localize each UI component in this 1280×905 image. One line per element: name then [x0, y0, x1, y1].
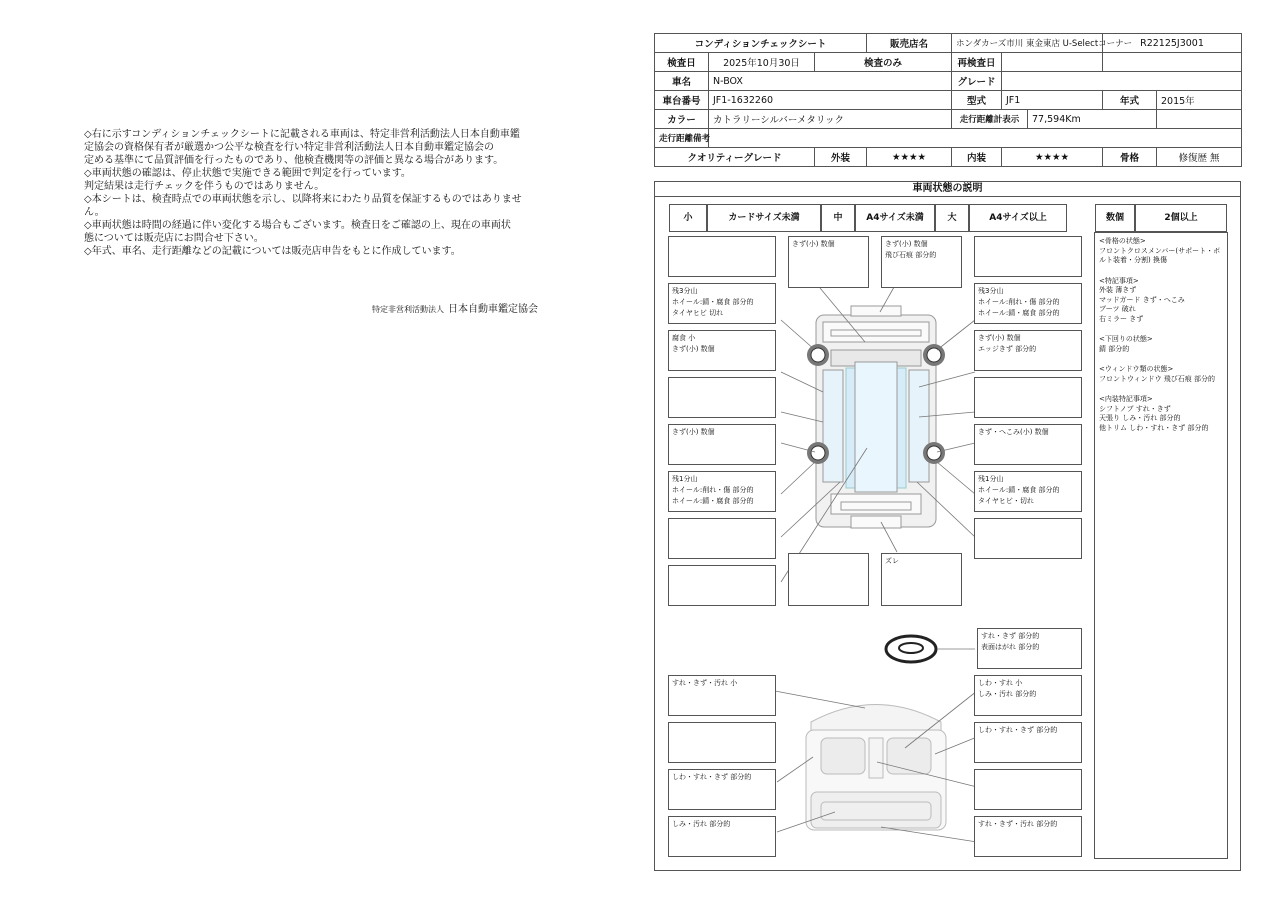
damage-box-rear-bottom2: [881, 553, 962, 606]
frame-value: 修復歴 無: [1157, 148, 1242, 167]
damage-box-interior-right4: [974, 816, 1082, 857]
interior-stars: ★★★★: [1002, 148, 1103, 167]
damage-text: タイヤヒビ・切れ: [978, 497, 1034, 505]
legend-large: 大: [935, 204, 969, 232]
note-line: 態については販売店にお問合せ下さい。: [84, 233, 264, 244]
damage-box-rear-left-tire: [668, 471, 776, 512]
mileage-label: 走行距離計表示: [952, 110, 1028, 129]
chassis-label: 車台番号: [655, 91, 709, 110]
note-line: ん。: [84, 207, 105, 218]
legend-small-desc: カードサイズ未満: [707, 204, 821, 232]
damage-text: きず(小) 数個: [978, 334, 1021, 342]
damage-text: 残3分山: [672, 287, 698, 295]
remarks-line: フロントウィンドウ 飛び石痕 部分的: [1099, 374, 1216, 383]
damage-box-front-left: [668, 236, 776, 277]
remarks-special: [1099, 277, 1223, 325]
car-body-outline: [816, 306, 936, 528]
damage-box-left-quarter: [668, 518, 776, 559]
blank-cell: [1157, 110, 1242, 129]
inspect-date-value: 2025年10月30日: [709, 53, 815, 72]
damage-box-interior-right1: [974, 675, 1082, 716]
interior-seat-diagram: [806, 705, 946, 831]
damage-text: 残1分山: [672, 475, 698, 483]
damage-box-right-front-door: [974, 377, 1082, 418]
organization-signature: [372, 300, 538, 315]
damage-box-right-front-fender: [974, 330, 1082, 371]
damage-text: しわ・すれ・きず 部分的: [672, 773, 752, 781]
damage-text: しみ・汚れ 部分的: [672, 820, 731, 828]
reinspect-label: 再検査日: [952, 53, 1002, 72]
remarks-underbody: [1099, 335, 1223, 354]
damage-text: ホイール:錆・腐食 部分的: [978, 486, 1060, 494]
damage-text: 残3分山: [978, 287, 1004, 295]
note-line: ◇車両状態は時間の経過に伴い変化する場合もございます。検査日をご確認の上、現在の車両状: [84, 220, 511, 231]
damage-box-rear-bottom1: [788, 553, 869, 606]
damage-text: ズレ: [885, 557, 899, 565]
damage-text: すれ・きず・汚れ 部分的: [978, 820, 1058, 828]
remarks-line: 錆 部分的: [1099, 344, 1130, 353]
remarks-line: 右ミラー きず: [1099, 314, 1144, 323]
note-line: 判定結果は走行チェックを伴うものではありません。: [84, 181, 325, 192]
disclaimer-notes: [84, 128, 558, 258]
damage-box-rear-left: [668, 565, 776, 606]
inspect-date-label: 検査日: [655, 53, 709, 72]
dealer-value: ホンダカーズ市川 東金東店 U-Selectコーナー: [952, 34, 1103, 53]
legend-large-desc: A4サイズ以上: [969, 204, 1067, 232]
remarks-line: 天張り しみ・汚れ 部分的: [1099, 414, 1181, 422]
car-name-label: 車名: [655, 72, 709, 91]
damage-box-left-front-fender: [668, 330, 776, 371]
damage-text: きず(小) 数個: [672, 428, 715, 436]
note-line: 定協会の資格保有者が厳選かつ公平な検査を行い特定非営利活動法人日本自動車鑑定協会の: [84, 142, 494, 153]
damage-text: 表面はがれ 部分的: [981, 643, 1040, 651]
grade-value: [1002, 72, 1242, 91]
grade-label: グレード: [952, 72, 1002, 91]
damage-text: きず・へこみ(小) 数個: [978, 428, 1049, 436]
chassis-value: JF1-1632260: [709, 91, 952, 110]
legend-count: 数個: [1095, 204, 1135, 232]
damage-box-interior-left2: [668, 722, 776, 763]
blank-cell: [1103, 53, 1242, 72]
damage-text: すれ・きず・汚れ 小: [672, 679, 738, 687]
damage-text: エッジきず 部分的: [978, 345, 1037, 353]
damage-text: 飛び石痕 部分的: [885, 251, 937, 259]
damage-box-rear-right-tire: [974, 471, 1082, 512]
reinspect-value: [1002, 53, 1103, 72]
damage-text: ホイール:削れ・傷 部分的: [672, 486, 754, 494]
damage-text: きず(小) 数個: [672, 345, 715, 353]
damage-box-interior-right2: [974, 722, 1082, 763]
damage-box-interior-left4: [668, 816, 776, 857]
remarks-windows: [1099, 365, 1223, 384]
mileage-value: 77,594Km: [1028, 110, 1157, 129]
car-name-value: N-BOX: [709, 72, 952, 91]
damage-box-front-right-tire: [974, 283, 1082, 324]
remarks-line: シフトノブ すれ・きず: [1099, 404, 1171, 413]
damage-box-left-rear-door: [668, 424, 776, 465]
damage-box-right-quarter: [974, 518, 1082, 559]
org-name: 日本自動車鑑定協会: [448, 304, 538, 315]
sheet-number: R22125J3001: [1103, 34, 1242, 53]
panel-title: 車両状態の説明: [655, 182, 1240, 197]
damage-box-steering: [977, 628, 1082, 669]
steering-wheel-icon: [886, 636, 936, 662]
exterior-stars: ★★★★: [867, 148, 952, 167]
remarks-column: [1094, 232, 1228, 859]
legend-small: 小: [669, 204, 707, 232]
year-label: 年式: [1103, 91, 1157, 110]
damage-text: タイヤヒビ 切れ: [672, 309, 724, 317]
damage-box-interior-right3: [974, 769, 1082, 810]
remarks-heading: <ウィンドウ類の状態>: [1099, 365, 1174, 373]
damage-text: 残1分山: [978, 475, 1004, 483]
interior-label: 内装: [952, 148, 1002, 167]
legend-count-desc: 2個以上: [1135, 204, 1227, 232]
remarks-line: 他トリム しわ・すれ・きず 部分的: [1099, 423, 1209, 432]
damage-text: しみ・汚れ 部分的: [978, 690, 1037, 698]
damage-text: ホイール:削れ・傷 部分的: [978, 298, 1060, 306]
damage-box-interior-left3: [668, 769, 776, 810]
remarks-heading: <内装特記事項>: [1099, 395, 1153, 403]
remarks-heading: <下回りの状態>: [1099, 335, 1153, 343]
damage-box-interior-left1: [668, 675, 776, 716]
remarks-heading: <骨格の状態>: [1099, 237, 1146, 245]
damage-box-front-right: [974, 236, 1082, 277]
damage-box-front-left-tire: [668, 283, 776, 324]
model-label: 型式: [952, 91, 1002, 110]
damage-text: ホイール:錆・腐食 部分的: [978, 309, 1060, 317]
sheet-title: コンディションチェックシート: [655, 34, 867, 53]
damage-text: きず(小) 数個: [885, 240, 928, 248]
damage-text: しわ・すれ・きず 部分的: [978, 726, 1058, 734]
exterior-label: 外装: [815, 148, 867, 167]
model-value: JF1: [1002, 91, 1103, 110]
remarks-frame: [1099, 237, 1223, 266]
note-line: ◇右に示すコンディションチェックシートに記載される車両は、特定非営利活動法人日本自動車鑑: [84, 129, 520, 140]
damage-box-front-top1: [788, 236, 869, 288]
color-value: カトラリーシルバーメタリック: [709, 110, 952, 129]
damage-text: 腐食 小: [672, 334, 696, 342]
remarks-line: ルト装着・分割) 換傷: [1099, 256, 1167, 264]
mileage-note-value: [709, 129, 1242, 148]
remarks-line: フロントクロスメンバー(サポート・ボ: [1099, 246, 1221, 255]
remarks-line: ブーツ 破れ: [1099, 305, 1136, 313]
damage-box-right-rear-door: [974, 424, 1082, 465]
damage-text: きず(小) 数個: [792, 240, 835, 248]
damage-text: すれ・きず 部分的: [981, 632, 1040, 640]
damage-box-left-front-door: [668, 377, 776, 418]
legend-mid-desc: A4サイズ未満: [855, 204, 935, 232]
color-label: カラー: [655, 110, 709, 129]
damage-text: しわ・すれ 小: [978, 679, 1023, 687]
legend-mid: 中: [821, 204, 855, 232]
dealer-label: 販売店名: [867, 34, 952, 53]
damage-text: ホイール:錆・腐食 部分的: [672, 298, 754, 306]
frame-label: 骨格: [1103, 148, 1157, 167]
note-line: 定める基準にて品質評価を行ったものであり、他検査機関等の評価と異なる場合があります。: [84, 155, 504, 166]
mileage-note-label: 走行距離備考: [655, 129, 709, 148]
remarks-line: マッドガード きず・へこみ: [1099, 295, 1185, 304]
damage-box-front-top2: [881, 236, 962, 288]
note-line: ◇車両状態の確認は、停止状態で実施できる範囲で判定を行っています。: [84, 168, 411, 179]
org-prefix: 特定非営利活動法人: [372, 305, 444, 314]
vehicle-condition-panel: [654, 181, 1241, 871]
quality-grade-label: クオリティーグレード: [655, 148, 815, 167]
note-line: ◇年式、車名、走行距離などの記載については販売店申告をもとに作成しています。: [84, 246, 461, 257]
condition-sheet-header: [654, 33, 1241, 167]
inspect-only-label: 検査のみ: [815, 53, 952, 72]
year-value: 2015年: [1157, 91, 1242, 110]
note-line: ◇本シートは、検査時点での車両状態を示し、以降将来にわたり品質を保証するものではありませ: [84, 194, 522, 205]
remarks-interior: [1099, 395, 1223, 433]
remarks-line: 外装 薄きず: [1099, 286, 1137, 294]
damage-text: ホイール:錆・腐食 部分的: [672, 497, 754, 505]
remarks-heading: <特記事項>: [1099, 276, 1139, 285]
